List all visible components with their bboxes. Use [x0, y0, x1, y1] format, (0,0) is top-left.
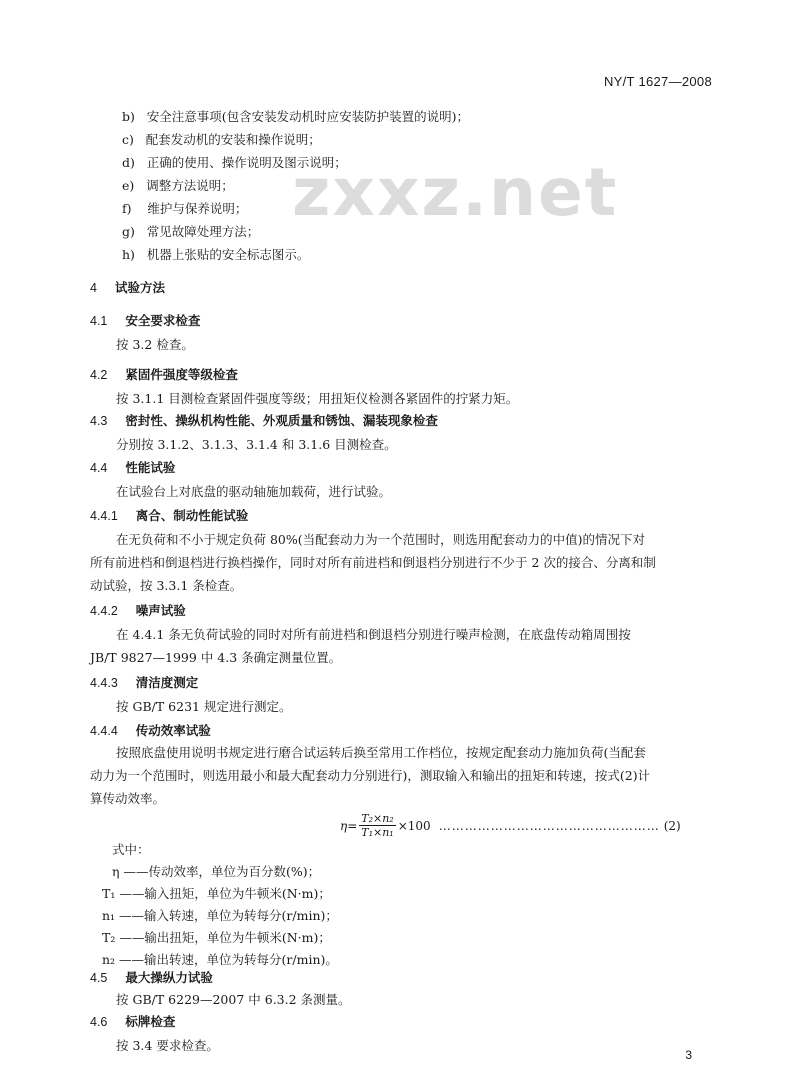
section-title: 密封性、操纵机构性能、外观质量和锈蚀、漏装现象检查 — [125, 413, 438, 428]
where-item: T₂ ——输出扭矩，单位为牛顿米(N·m)； — [102, 930, 331, 945]
section-title: 噪声试验 — [135, 603, 186, 618]
list-item-g: g) 常见故障处理方法； — [122, 224, 260, 239]
section-4-2-heading — [90, 365, 238, 383]
section-4-4-4-line: 动力为一个范围时，则选用最小和最大配套动力分别进行)，测取输入和输出的扭矩和转速，按式(2)计 — [90, 768, 651, 783]
section-4-4-1-heading — [90, 506, 248, 524]
section-title: 紧固件强度等级检查 — [125, 367, 238, 382]
formula-denominator: T₁×n₁ — [361, 826, 394, 839]
list-item-e: e) 调整方法说明； — [122, 178, 234, 193]
section-title: 清洁度测定 — [135, 675, 199, 690]
section-4-4-3-body: 按 GB/T 6231 规定进行测定。 — [116, 699, 292, 714]
section-number: 4.4.4 — [90, 724, 118, 738]
formula-fraction — [359, 812, 395, 839]
section-number: 4.4.2 — [90, 604, 118, 618]
formula-lhs: η= — [340, 818, 358, 833]
where-label: 式中： — [112, 842, 150, 857]
section-title: 安全要求检查 — [125, 313, 201, 328]
section-number: 4.6 — [90, 1015, 108, 1029]
section-4-4-4-line: 按照底盘使用说明书规定进行磨合试运转后换至常用工作档位，按规定配套动力施加负荷(当配套 — [116, 745, 646, 760]
section-title: 性能试验 — [125, 460, 176, 475]
formula-equation-number: (2) — [663, 818, 681, 833]
formula-multiplier: ×100 — [397, 818, 431, 833]
section-4-heading — [90, 278, 165, 296]
section-4-4-3-heading — [90, 673, 198, 691]
where-item: T₁ ——输入扭矩，单位为牛顿米(N·m)； — [102, 886, 331, 901]
section-number: 4.4.1 — [90, 509, 118, 523]
watermark: zxxz.net — [292, 154, 619, 231]
section-number: 4.1 — [90, 314, 108, 328]
section-number: 4.4 — [90, 461, 108, 475]
section-title: 传动效率试验 — [135, 723, 211, 738]
section-number: 4.5 — [90, 971, 108, 985]
section-4-3-heading — [90, 411, 438, 429]
section-4-1-body: 按 3.2 检查。 — [116, 337, 194, 352]
section-4-4-2-line: JB/T 9827—1999 中 4.3 条确定测量位置。 — [90, 650, 342, 665]
list-item-f: f) 维护与保养说明； — [122, 201, 248, 216]
formula-leader-dots: …………………………………………… — [438, 818, 660, 833]
section-4-4-1-line: 动试验，按 3.3.1 条检查。 — [90, 578, 243, 593]
list-item-d: d) 正确的使用、操作说明及图示说明； — [122, 155, 347, 170]
section-4-4-1-line: 在无负荷和不小于规定负荷 80%(当配套动力为一个范围时，则选用配套动力的中值)的情况下对 — [116, 532, 646, 547]
where-item: η ——传动效率，单位为百分数(%)； — [112, 864, 321, 879]
section-title: 试验方法 — [114, 280, 165, 295]
section-4-4-2-heading — [90, 601, 186, 619]
section-4-4-4-line: 算传动效率。 — [90, 791, 166, 806]
section-number: 4.3 — [90, 414, 108, 428]
section-title: 标牌检查 — [125, 1014, 176, 1029]
where-item: n₂ ——输出转速，单位为转每分(r/min)。 — [102, 952, 338, 967]
section-4-4-heading — [90, 458, 175, 476]
section-4-5-heading — [90, 968, 213, 986]
section-4-4-2-line: 在 4.4.1 条无负荷试验的同时对所有前进档和倒退档分别进行噪声检测，在底盘传动箱周围按 — [116, 627, 631, 642]
where-item: n₁ ——输入转速，单位为转每分(r/min)； — [102, 908, 338, 923]
section-number: 4.4.3 — [90, 676, 118, 690]
standard-number: NY/T 1627—2008 — [603, 74, 712, 89]
efficiency-formula — [340, 812, 681, 839]
list-item-c: c) 配套发动机的安装和操作说明； — [122, 132, 321, 147]
formula-numerator: T₂×n₂ — [361, 812, 394, 825]
list-item-h: h) 机器上张贴的安全标志图示。 — [122, 247, 310, 262]
section-4-6-body: 按 3.4 要求检查。 — [116, 1038, 219, 1053]
section-4-1-heading — [90, 311, 200, 329]
section-4-5-body: 按 GB/T 6229—2007 中 6.3.2 条测量。 — [116, 992, 351, 1007]
section-number: 4.2 — [90, 368, 108, 382]
section-4-2-body: 按 3.1.1 目测检查紧固件强度等级；用扭矩仪检测各紧固件的拧紧力矩。 — [116, 391, 519, 406]
section-title: 离合、制动性能试验 — [135, 508, 249, 523]
section-4-4-body: 在试验台上对底盘的驱动轴施加载荷，进行试验。 — [116, 484, 392, 499]
section-number: 4 — [90, 281, 97, 295]
section-4-6-heading — [90, 1012, 175, 1030]
section-4-3-body: 分别按 3.1.2、3.1.3、3.1.4 和 3.1.6 目测检查。 — [116, 437, 397, 452]
section-4-4-1-line: 所有前进档和倒退档进行换档操作，同时对所有前进档和倒退档分别进行不少于 2 次的接合、分离和制 — [90, 555, 656, 570]
section-4-4-4-heading — [90, 721, 211, 739]
section-title: 最大操纵力试验 — [125, 970, 213, 985]
page-number: 3 — [685, 1048, 692, 1062]
list-item-b: b) 安全注意事项(包含安装发动机时应安装防护装置的说明)； — [122, 109, 470, 124]
